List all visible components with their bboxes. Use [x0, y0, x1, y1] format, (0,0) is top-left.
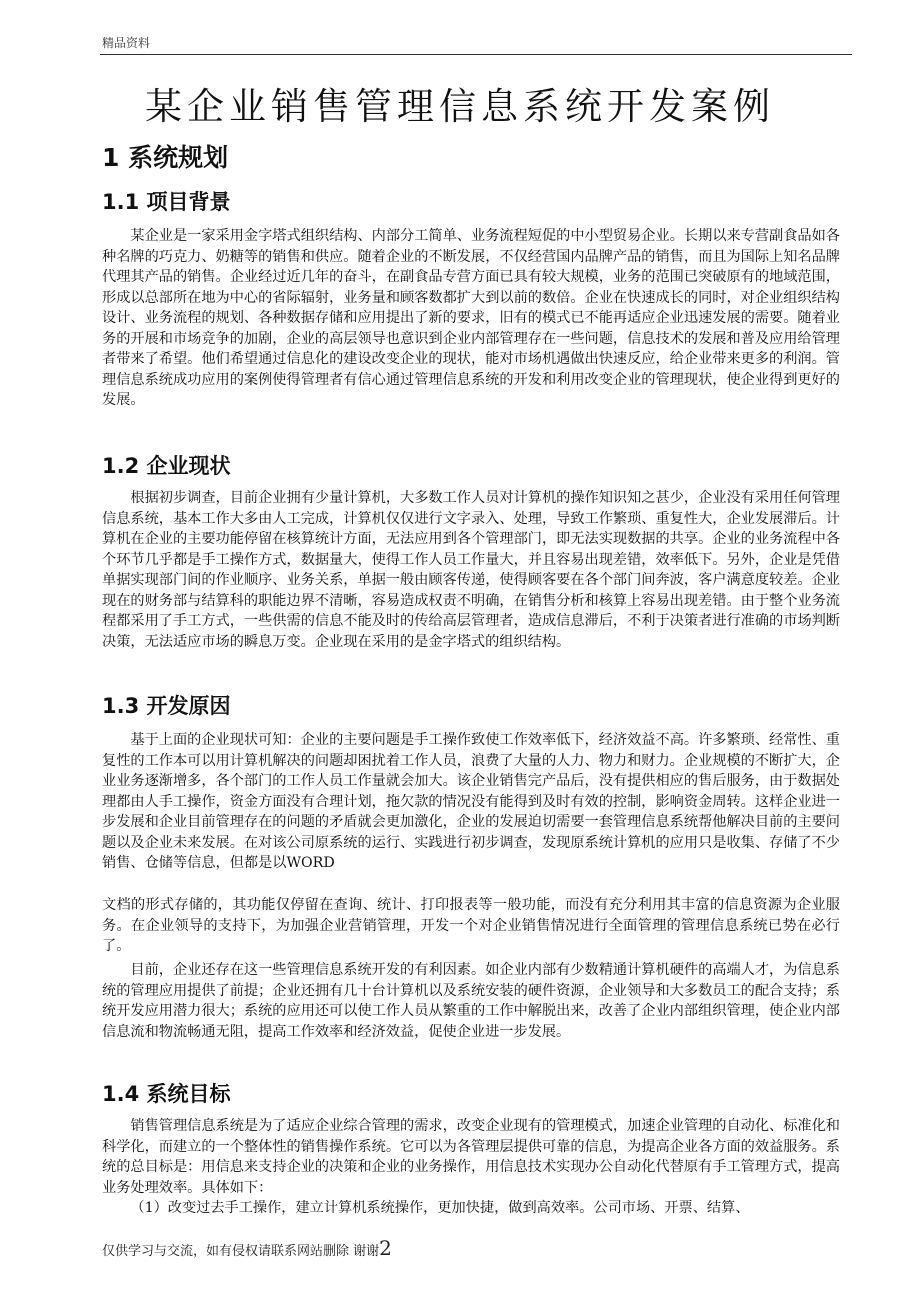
header-label: 精品资料 [102, 36, 151, 50]
section-1-1-paragraph: 某企业是一家采用金字塔式组织结构、内部分工简单、业务流程短促的中小型贸易企业。长期以来专营副食品如各种名牌的巧克力、奶糖等的销售和供应。随着企业的不断发展，不仅经营国内品牌产品的销售，而且为国际上知名品牌代理其产品的销售。企业经过近几年的奋斗，在副食品专营方面已具有较大规模，业务的范围已突破原有的地域范围，形成以总部所在地为中心的省际辐射，业务量和顾客数都扩大到以前的数倍。企业在快速成长的同时，对企业组织结构设计、业务流程的规划、各种数据存储和应用提出了新的要求，旧有的模式已不能再适应企业迅速发展的需要。随着业务的开展和市场竞争的加剧，企业的高层领导也意识到企业内部管理存在一些问题，信息技术的发展和普及应用给管理者带来了希望。他们希望通过信息化的建设改变企业的现状，能对市场机遇做出快速反应，给企业带来更多的利润。管理信息系统成功应用的案例使得管理者有信心通过管理信息系统的开发和利用改变企业的管理现状，使企业得到更好的发展。 [102, 228, 840, 408]
section-1-3-paragraph-1: 基于上面的企业现状可知：企业的主要问题是手工操作致使工作效率低下，经济效益不高。许多繁琐、经常性、重复性的工作本可以用计算机解决的问题却困扰着工作人员，浪费了大量的人力、物力和财力。企业规模的不断扩大，企业业务逐渐增多，各个部门的工作人员工作量就会加大。该企业销售完产品后，没有提供相应的售后服务，由于数据处理都由人手工操作，资金方面没有合理计划，拖欠款的情况没有能得到及时有效的控制，影响资金周转。这样企业进一步发展和企业目前管理存在的问题的矛盾就会更加激化，企业的发展迫切需要一套管理信息系统帮他解决目前的主要问题以及企业未来发展。在对该公司原系统的运行、实践进行初步调查，发现原系统计算机的应用只是收集、存储了不少销售、仓储等信息，但都是以WORD [102, 732, 840, 871]
section-1-4-heading: 1.4 系统目标 [102, 1082, 231, 1106]
page-number: 2 [379, 1236, 392, 1260]
document-title: 某企业销售管理信息系统开发案例 [145, 85, 775, 128]
page-footer [102, 1236, 392, 1260]
section-1-3-heading: 1.3 开发原因 [102, 694, 231, 718]
footer-note: 仅供学习与交流，如有侵权请联系网站删除 谢谢 [102, 1244, 380, 1259]
header-divider [100, 54, 852, 55]
section-1-heading: 1 系统规划 [102, 143, 229, 172]
section-1-4-item-1: （1）改变过去手工操作，建立计算机系统操作，更加快捷，做到高效率。公司市场、开票、结算、 [130, 1200, 750, 1216]
section-1-3-paragraph-1-continued: 文档的形式存储的，其功能仅停留在查询、统计、打印报表等一般功能，而没有充分利用其丰富的信息资源为企业服务。在企业领导的支持下，为加强企业营销管理，开发一个对企业销售情况进行全面管理的管理信息系统已势在必行了。 [102, 897, 840, 954]
section-1-1-heading: 1.1 项目背景 [102, 190, 231, 214]
section-1-2-paragraph: 根据初步调查，目前企业拥有少量计算机，大多数工作人员对计算机的操作知识知之甚少，企业没有采用任何管理信息系统，基本工作大多由人工完成，计算机仅仅进行文字录入、处理，导致工作繁琐、重复性大，企业发展滞后。计算机在企业的主要功能停留在核算统计方面，无法应用到各个管理部门，即无法实现数据的共享。企业的业务流程中各个环节几乎都是手工操作方式，数据量大，使得工作人员工作量大，并且容易出现差错，效率低下。另外，企业是凭借单据实现部门间的作业顺序、业务关系，单据一般由顾客传递，使得顾客要在各个部门间奔波，客户满意度较差。企业现在的财务部与结算科的职能边界不清晰，容易造成权责不明确，在销售分析和核算上容易出现差错。由于整个业务流程都采用了手工方式，一些供需的信息不能及时的传给高层管理者，造成信息滞后，不利于决策者进行准确的市场判断决策，无法适应市场的瞬息万变。企业现在采用的是金字塔式的组织结构。 [102, 490, 840, 650]
section-1-3-paragraph-2: 目前，企业还存在这一些管理信息系统开发的有利因素。如企业内部有少数精通计算机硬件的高端人才，为信息系统的管理应用提供了前提；企业还拥有几十台计算机以及系统安装的硬件资源，企业领导和大多数员工的配合支持；系统开发应用潜力很大；系统的应用还可以使工作人员从繁重的工作中解脱出来，改善了企业内部组织管理，使企业内部信息流和物流畅通无阻，提高工作效率和经济效益，促使企业进一步发展。 [102, 962, 840, 1040]
section-1-2-heading: 1.2 企业现状 [102, 454, 231, 478]
section-1-4-paragraph: 销售管理信息系统是为了适应企业综合管理的需求，改变企业现有的管理模式，加速企业管理的自动化、标准化和科学化，而建立的一个整体性的销售操作系统。它可以为各管理层提供可靠的信息，为提高企业各方面的效益服务。系统的总目标是：用信息来支持企业的决策和企业的业务操作，用信息技术实现办公自动化代替原有手工管理方式，提高业务处理效率。具体如下： [102, 1118, 840, 1196]
